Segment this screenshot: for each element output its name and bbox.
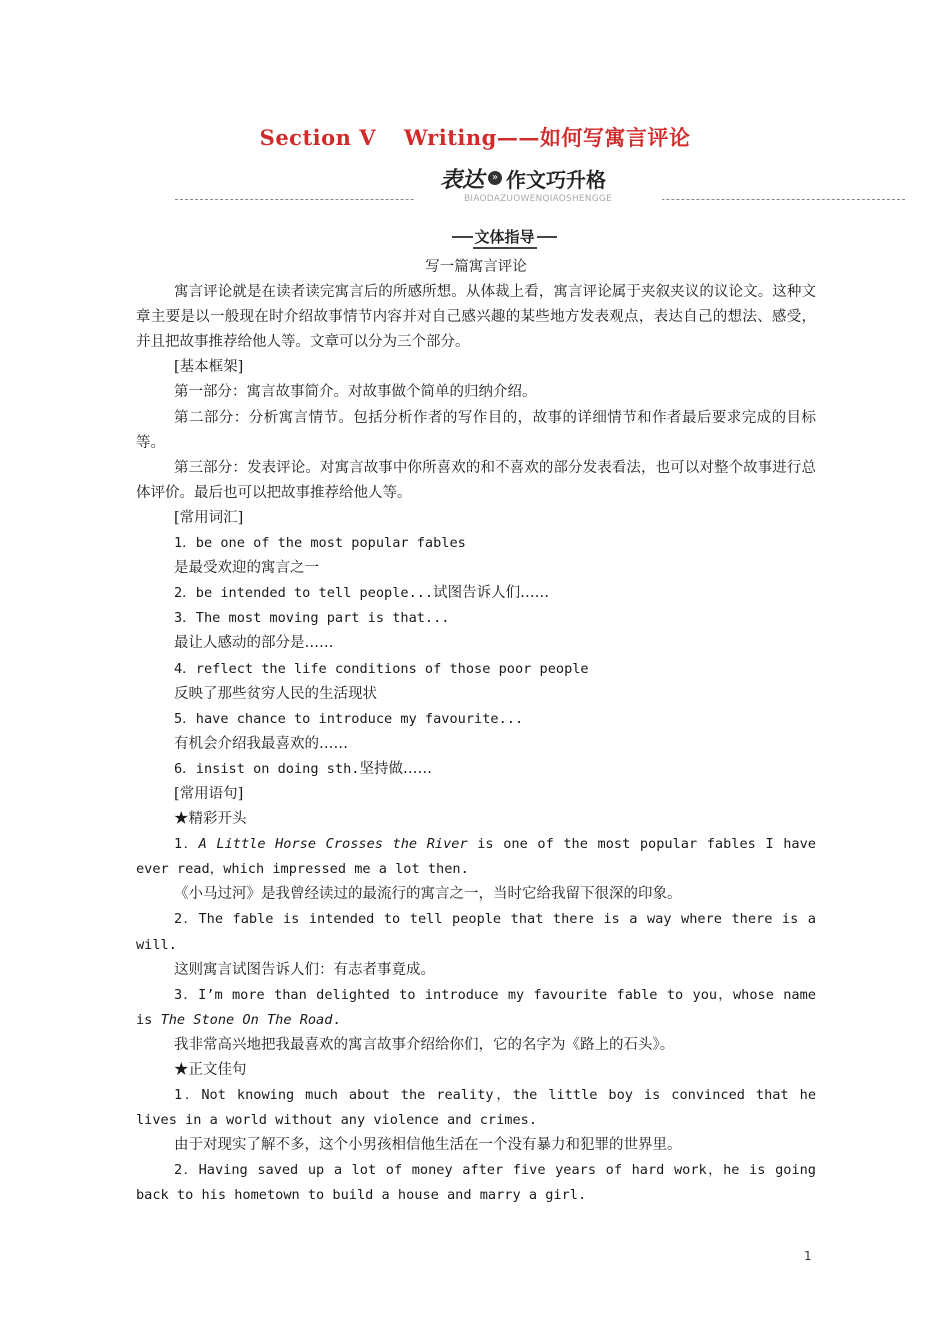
banner-pinyin: BIAODAZUOWENQIAOSHENGGE [414, 194, 662, 205]
section-tag [452, 227, 557, 247]
vocab-en-6: 6．insist on doing sth. [174, 760, 360, 777]
body-en-1: 1．Not knowing much about the reality，the little boy is convinced that he lives in a world without any violence and crimes. [136, 1087, 816, 1129]
opening-zh-3: 我非常高兴地把我最喜欢的寓言故事介绍给你们，它的名字为《路上的石头》。 [174, 1036, 675, 1053]
opening-num-1: 1． [174, 836, 199, 853]
vocab-zh-5: 有机会介绍我最喜欢的…… [174, 735, 348, 752]
chevron-right-icon: » [488, 171, 502, 185]
fable-title-1: A Little Horse Crosses the River [198, 836, 468, 853]
framework-part-2: 第二部分：分析寓言情节。包括分析作者的写作目的，故事的详细情节和作者最后要求完成的目标等。 [136, 409, 816, 451]
sentence-label: [常用语句] [174, 785, 244, 802]
framework-part-1: 第一部分：寓言故事简介。对故事做个简单的归纳介绍。 [174, 384, 537, 401]
tag-line-left [452, 236, 473, 238]
page-number: 1 [804, 1249, 812, 1263]
body-en-2: 2．Having saved up a lot of money after five years of hard work，he is going back to his hometown to build a house and marry a girl. [136, 1162, 816, 1204]
opening-en-2: 2．The fable is intended to tell people that there is a way where there is a will. [136, 911, 816, 953]
intro-paragraph: 寓言评论就是在读者读完寓言后的所感所想。从体裁上看，寓言评论属于夹叙夹议的议论文。这种文章主要是以一般现在时介绍故事情节内容并对自己感兴趣的某些地方发表观点，表达自己的想法、感受，并且把故事推荐给他人等。文章可以分为三个部分。 [136, 284, 816, 351]
vocab-en-2: 2．be intended to tell people... [174, 585, 434, 602]
content-heading: 写一篇寓言评论 [425, 259, 527, 275]
content-body [136, 255, 816, 1209]
vocab-en-1: 1．be one of the most popular fables [174, 535, 466, 552]
vocab-zh-6: 坚持做…… [359, 760, 432, 777]
body-label: ★正文佳句 [174, 1062, 247, 1078]
opening-zh-2: 这则寓言试图告诉人们：有志者事竟成。 [174, 961, 435, 978]
vocab-zh-2: 试图告诉人们…… [433, 585, 550, 602]
framework-part-3: 第三部分：发表评论。对寓言故事中你所喜欢的和不喜欢的部分发表看法，也可以对整个故事进行总体评价。最后也可以把故事推荐给他人等。 [136, 459, 816, 501]
fable-title-3: The Stone On The Road [160, 1011, 333, 1028]
tag-text: 文体指导 [473, 226, 537, 249]
section-label: Section Ⅴ [259, 125, 377, 150]
opening-zh-1: 《小马过河》是我曾经读过的最流行的寓言之一，当时它给我留下很深的印象。 [174, 886, 682, 903]
opening-en-1 [136, 832, 816, 882]
opening-en-3-text: 3．I’m more than delighted to introduce my favourite fable to you，whose name is [136, 986, 816, 1028]
title-text: Writing——如何写寓言评论 [404, 125, 691, 150]
banner-right-text: 作文巧升格 [506, 167, 607, 192]
opening-en-3 [136, 983, 816, 1033]
vocab-label: [常用词汇] [174, 509, 244, 526]
section-banner [440, 163, 606, 193]
body-zh-1: 由于对现实了解不多，这个小男孩相信他生活在一个没有暴力和犯罪的世界里。 [174, 1137, 682, 1154]
tag-line-right [537, 236, 558, 238]
page-title [0, 122, 950, 152]
opening-label: ★精彩开头 [174, 811, 247, 828]
vocab-en-3: 3．The most moving part is that... [174, 610, 450, 627]
framework-label: [基本框架] [174, 359, 244, 376]
vocab-zh-4: 反映了那些贫穷人民的生活现状 [174, 685, 377, 702]
banner-left-text: 表达 [440, 167, 485, 193]
opening-en-1-text: is one of the most popular fables I have ever read，which impressed me a lot then. [136, 836, 816, 878]
vocab-en-5: 5．have chance to introduce my favourite... [174, 710, 524, 727]
vocab-zh-3: 最让人感动的部分是…… [174, 635, 334, 652]
opening-en-3-end: . [332, 1011, 341, 1028]
vocab-zh-1: 是最受欢迎的寓言之一 [174, 560, 319, 577]
vocab-en-4: 4．reflect the life conditions of those poor people [174, 660, 589, 677]
